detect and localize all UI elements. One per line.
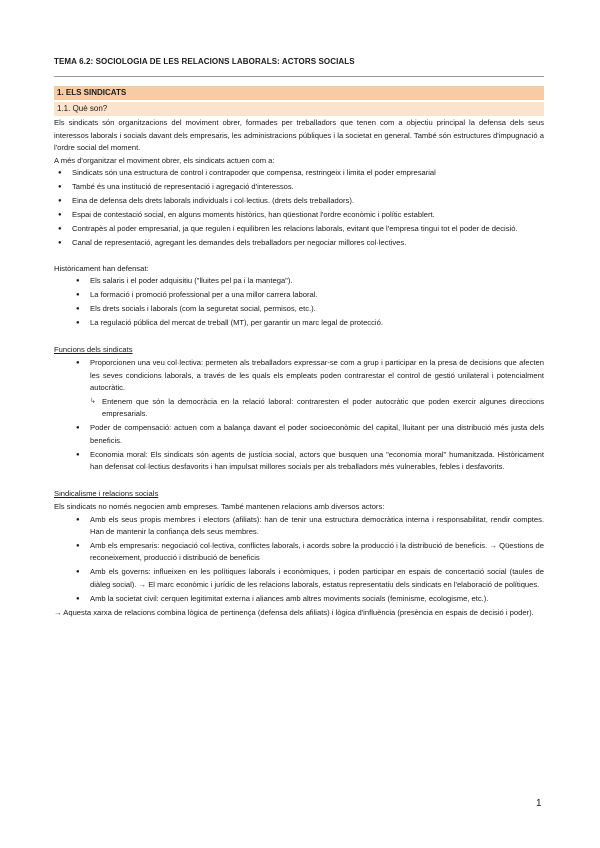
list-item: ● Amb els seus propis membres i electors (afiliats): han de tenir una estructura democràtica interna i responsabilitat, rendir comptes. Han de mantenir la confiança dels seus membres. bbox=[54, 514, 544, 539]
functions-list bbox=[54, 357, 544, 473]
relations-closing: → Aquesta xarxa de relacions combina lògica de pertinença (defensa dels afiliats) i lògica d'influència (presència en espais de decisió i poder). bbox=[54, 607, 534, 617]
document-title: TEMA 6.2: SOCIOLOGIA DE LES RELACIONS LABORALS: ACTORS SOCIALS bbox=[54, 57, 355, 66]
page-number: 1 bbox=[536, 798, 542, 809]
roles-list bbox=[54, 167, 544, 249]
title-divider bbox=[54, 76, 544, 77]
list-item: ● Proporcionen una veu col·lectiva: permeten als treballadors expressar-se com a grup i participar en la presa de decisions que afecten les seves condicions laborals, a través de les quals els empleats poden contrarestar el control de gestió unilateral i potencialment autocràtic. bbox=[54, 357, 544, 394]
list-item: ● Canal de representació, agregant les demandes dels treballadors per negociar millores col·lectives. bbox=[54, 237, 544, 249]
document-page bbox=[54, 48, 544, 619]
list-item: ● Amb la societat civil: cerquen legitimitat externa i aliances amb altres moviments socials (feminisme, ecologisme, etc.). bbox=[54, 593, 544, 605]
relations-lead: Els sindicats no només negocien amb empreses. També mantenen relacions amb diversos actors: bbox=[54, 502, 385, 512]
list-item: ● Contrapès al poder empresarial, ja que regulen i equilibren les relacions laborals, evitant que l'empresa tingui tot el poder de decisió. bbox=[54, 223, 544, 235]
historic-list bbox=[54, 275, 544, 329]
list-item: ● Els salaris i el poder adquisitiu ("lluites pel pa i la mantega"). bbox=[54, 275, 544, 287]
list-item: ● Sindicats són una estructura de control i contrapoder que compensa, restringeix i limita el poder empresarial bbox=[54, 167, 544, 179]
list-item: ● La regulació pública del mercat de treball (MT), per garantir un marc legal de protecció. bbox=[54, 317, 544, 329]
list-item: ● La formació i promoció professional per a una millor carrera laboral. bbox=[54, 289, 544, 301]
section-heading-sindicats: 1. ELS SINDICATS bbox=[54, 86, 544, 100]
list-item: ● Eina de defensa dels drets laborals individuals i col·lectius. (drets dels treballadors). bbox=[54, 195, 544, 207]
list-item: ● Amb els governs: influeixen en les polítiques laborals i econòmiques, i poden participar en espais de concertació social (taules de diàleg social). → El marc econòmic i jurídic de les relacions laborals, estatus representatiu dels sindicats en l'elaboració de polítiques. bbox=[54, 566, 544, 591]
relations-heading: Sindicalisme i relacions socials bbox=[54, 488, 159, 498]
subsection-heading-que-son: 1.1. Què son? bbox=[54, 102, 544, 116]
roles-lead: A més d'organitzar el moviment obrer, els sindicats actuen com a: bbox=[54, 155, 275, 165]
list-item: ● Espai de contestació social, en alguns moments històrics, han qüestionat l'ordre econòmic i polític establert. bbox=[54, 209, 544, 221]
list-item: ● També és una institució de representació i agregació d'interessos. bbox=[54, 181, 544, 193]
list-item: ● Poder de compensació: actuen com a balança davant el poder socioeconòmic del capital, lluitant per una distribució més justa dels beneficis. bbox=[54, 422, 544, 447]
intro-paragraph: Els sindicats són organitzacions del moviment obrer, formades per treballadors que tenen com a objectiu principal la defensa dels seus interessos laborals i socials davant dels empresaris, les administracions públiques i la societat en general. També són estructures d'impugnació a l'ordre social del moment. bbox=[54, 118, 544, 153]
list-item: ● Els drets socials i laborals (com la seguretat social, permisos, etc.). bbox=[54, 303, 544, 315]
relations-list bbox=[54, 514, 544, 606]
historic-lead: Històricament han defensat: bbox=[54, 264, 149, 274]
functions-heading: Funcions dels sindicats bbox=[54, 344, 133, 354]
list-item: ● Economia moral: Els sindicats són agents de justícia social, actors que busquen una "economia moral" humanitzada. Històricament han defensat col·lectius desfavorits i han impulsat millores socials per als treballadors més vulnerables, febles i desfavorits. bbox=[54, 449, 544, 474]
list-item: ● Amb els empresaris: negociació col·lectiva, conflictes laborals, i acords sobre la producció i la distribució de beneficis. → Qüestions de reconeixement, producció i distribució de beneficis bbox=[54, 540, 544, 565]
list-subitem: ↳ Entenem que són la democràcia en la relació laboral: contraresten el poder autocràtic que poden exercir algunes direccions empresarials. bbox=[54, 396, 544, 421]
